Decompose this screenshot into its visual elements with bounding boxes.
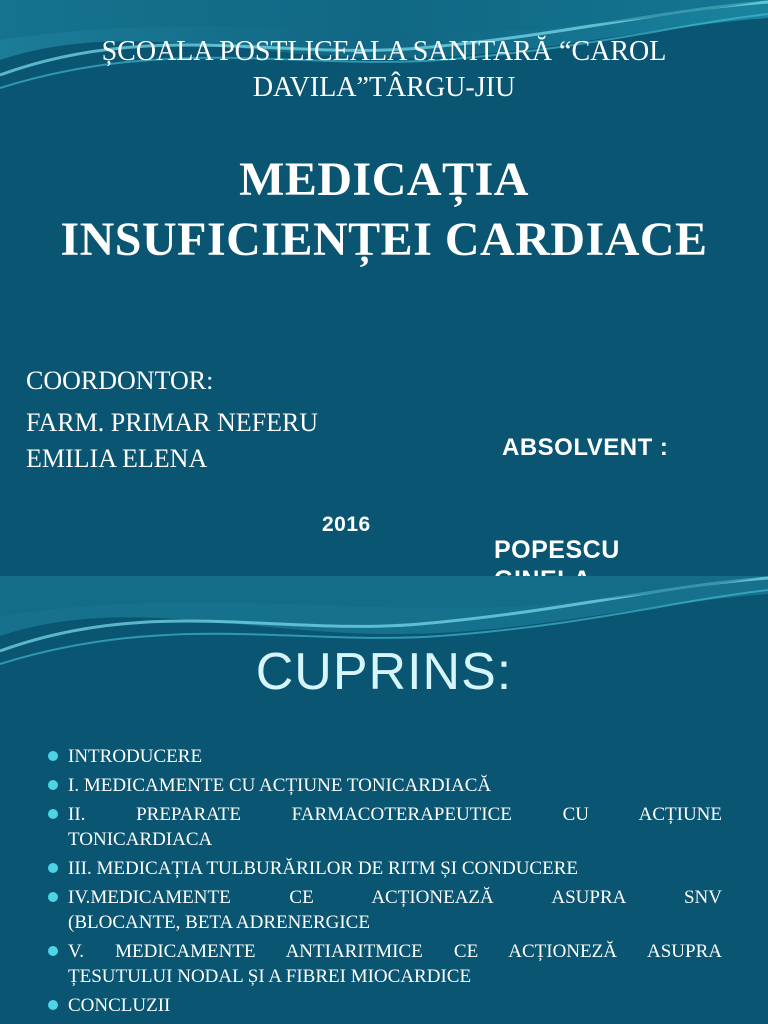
school-name xyxy=(20,34,748,106)
list-item-text: I. MEDICAMENTE CU ACȚIUNE TONICARDIACĂ xyxy=(68,775,492,796)
list-item-text: III. MEDICAȚIA TULBURĂRILOR DE RITM ȘI CONDUCERE xyxy=(68,858,578,879)
list-item-text: CONCLUZII xyxy=(68,995,171,1016)
list-item xyxy=(48,802,722,852)
contents-list xyxy=(48,744,722,1022)
contents-title: CUPRINS: xyxy=(255,643,513,701)
year: 2016 xyxy=(322,513,371,536)
list-item-text: V. MEDICAMENTE ANTIARITMICE CE ACȚIONEZĂ ASUPRA xyxy=(68,941,722,962)
list-item-text: INTRODUCERE xyxy=(68,746,203,767)
coordinator-name xyxy=(26,405,406,477)
list-item-text: IV.MEDICAMENTE CE ACȚIONEAZĂ ASUPRA SNV xyxy=(68,887,722,908)
list-item xyxy=(48,885,722,935)
bullet-icon xyxy=(48,1000,58,1010)
list-item xyxy=(48,856,722,881)
list-item-text-cont: (BLOCANTE, BETA ADRENERGICE xyxy=(68,912,370,933)
list-item-text: II. PREPARATE FARMACOTERAPEUTICE CU ACȚIUNE xyxy=(68,804,722,825)
bullet-icon xyxy=(48,863,58,873)
list-item xyxy=(48,773,722,798)
graduate-line1: POPESCU xyxy=(494,536,620,564)
list-item-text-cont: TONICARDIACA xyxy=(68,829,213,850)
bullet-icon xyxy=(48,751,58,761)
coordinator-line2: EMILIA ELENA xyxy=(26,444,208,473)
school-name-line1: ȘCOALA POSTLICEALA SANITARĂ “CAROL xyxy=(101,36,667,67)
coordinator-line1: FARM. PRIMAR NEFERU xyxy=(26,408,319,437)
title-line2: INSUFICIENȚEI CARDIACE xyxy=(60,213,708,266)
bullet-icon xyxy=(48,892,58,902)
graduate-label: ABSOLVENT : xyxy=(502,434,669,461)
title-line1: MEDICAȚIA xyxy=(239,153,529,206)
bullet-icon xyxy=(48,780,58,790)
contents-slide xyxy=(0,576,768,1024)
list-item-text-cont: ȚESUTULUI NODAL ȘI A FIBREI MIOCARDICE xyxy=(68,966,472,987)
list-item xyxy=(48,939,722,989)
coordinator-label: COORDONTOR: xyxy=(26,366,214,395)
bullet-icon xyxy=(48,946,58,956)
presentation-title xyxy=(0,150,768,270)
list-item xyxy=(48,993,722,1018)
list-item xyxy=(48,744,722,769)
school-name-line2: DAVILA”TÂRGU-JIU xyxy=(252,72,516,103)
bullet-icon xyxy=(48,809,58,819)
